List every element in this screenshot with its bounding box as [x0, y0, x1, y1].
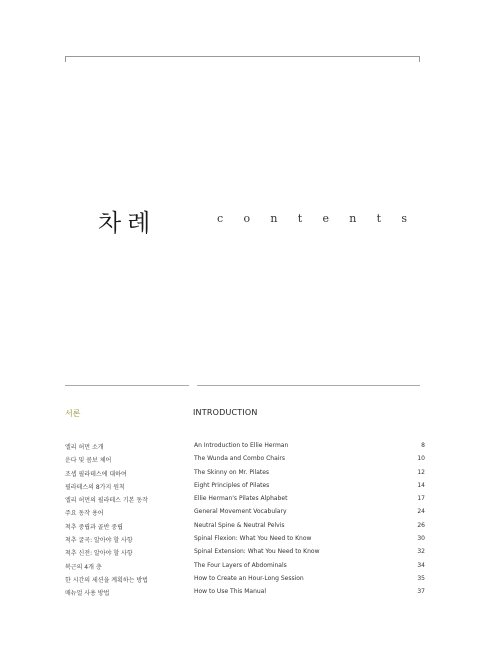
toc-entry-english: Eight Principles of Pilates — [194, 481, 270, 489]
toc-entry-korean: 엘리 허먼 소개 — [65, 444, 104, 451]
toc-entry-english: Ellie Herman's Pilates Alphabet — [194, 495, 288, 503]
toc-entry-korean: 복근의 4개 층 — [65, 563, 102, 571]
toc-entry-page-number: 10 — [417, 455, 425, 463]
toc-entry[interactable] — [65, 562, 425, 575]
section-heading-korean: 서론 — [65, 409, 81, 418]
toc-entry[interactable] — [65, 469, 425, 482]
title-letter: s — [401, 212, 407, 225]
toc-entry-page-number: 35 — [417, 574, 425, 582]
toc-entry[interactable] — [65, 548, 425, 561]
toc-entry[interactable] — [65, 455, 425, 468]
title-letter: t — [297, 212, 303, 225]
toc-entry[interactable] — [65, 508, 425, 521]
toc-entry-korean: 조셉 필라테스에 대하여 — [65, 470, 127, 478]
title-letter: c — [217, 212, 224, 225]
toc-entry-page-number: 24 — [417, 508, 425, 516]
toc-entry-english: Spinal Extension: What You Need to Know — [194, 548, 320, 556]
toc-entry-english: The Skinny on Mr. Pilates — [194, 468, 270, 476]
top-frame-bracket — [65, 56, 420, 62]
toc-entry-page-number: 34 — [417, 561, 425, 569]
toc-entry-page-number: 26 — [417, 521, 425, 529]
toc-entry-page-number: 37 — [417, 588, 425, 596]
toc-entry-page-number: 14 — [417, 481, 425, 489]
toc-entry-korean: 척추 굴곡: 알아야 할 사항 — [65, 537, 133, 545]
toc-entry-korean: 주요 동작 용어 — [65, 510, 104, 518]
title-letter: n — [349, 212, 357, 225]
toc-entry-korean: 매뉴얼 사용 방법 — [65, 590, 110, 598]
toc-entry-page-number: 17 — [417, 495, 425, 503]
toc-entry-page-number: 12 — [417, 468, 425, 476]
title-letter: o — [243, 212, 251, 225]
toc-entry-korean: 엘리 허먼의 필라테스 기본 동작 — [65, 497, 148, 505]
toc-entry-english: Spinal Flexion: What You Need to Know — [194, 535, 312, 543]
toc-entry-english: How to Create an Hour-Long Session — [194, 574, 304, 582]
section-heading-english: INTRODUCTION — [193, 408, 258, 417]
toc-entry[interactable] — [65, 522, 425, 535]
divider-right — [197, 385, 420, 386]
toc-entry-english: The Four Layers of Abdominals — [194, 561, 287, 569]
title-letter: n — [270, 212, 278, 225]
toc-entry-english: Neutral Spine & Neutral Pelvis — [194, 521, 285, 529]
toc-entry-korean: 한 시간의 세션을 계획하는 방법 — [65, 576, 148, 584]
title-letter: t — [376, 212, 382, 225]
toc-entry-page-number: 32 — [417, 548, 425, 556]
toc-entry-english: General Movement Vocabulary — [194, 508, 287, 516]
toc-entry[interactable] — [65, 495, 425, 508]
table-of-contents — [65, 442, 425, 602]
toc-entry-english: How to Use This Manual — [194, 588, 267, 596]
toc-entry[interactable] — [65, 575, 425, 588]
toc-entry-english: An Introduction to Ellie Herman — [194, 442, 289, 449]
toc-entry[interactable] — [65, 442, 425, 455]
toc-entry-korean: 운다 및 콤보 체어 — [65, 457, 112, 465]
title-letter: e — [322, 212, 329, 225]
toc-entry[interactable] — [65, 588, 425, 601]
page-title-english — [217, 212, 407, 225]
page-title-korean: 차례 — [98, 209, 157, 237]
toc-entry-korean: 척추 중립과 골반 중립 — [65, 523, 123, 531]
toc-entry-english: The Wunda and Combo Chairs — [194, 455, 285, 463]
toc-entry[interactable] — [65, 482, 425, 495]
toc-entry-page-number: 30 — [417, 535, 425, 543]
toc-entry-page-number: 8 — [421, 442, 425, 449]
toc-entry-korean: 척추 신전: 알아야 할 사항 — [65, 550, 133, 558]
toc-entry[interactable] — [65, 535, 425, 548]
divider-left — [65, 385, 189, 386]
toc-entry-korean: 필라테스의 8가지 원칙 — [65, 483, 125, 491]
